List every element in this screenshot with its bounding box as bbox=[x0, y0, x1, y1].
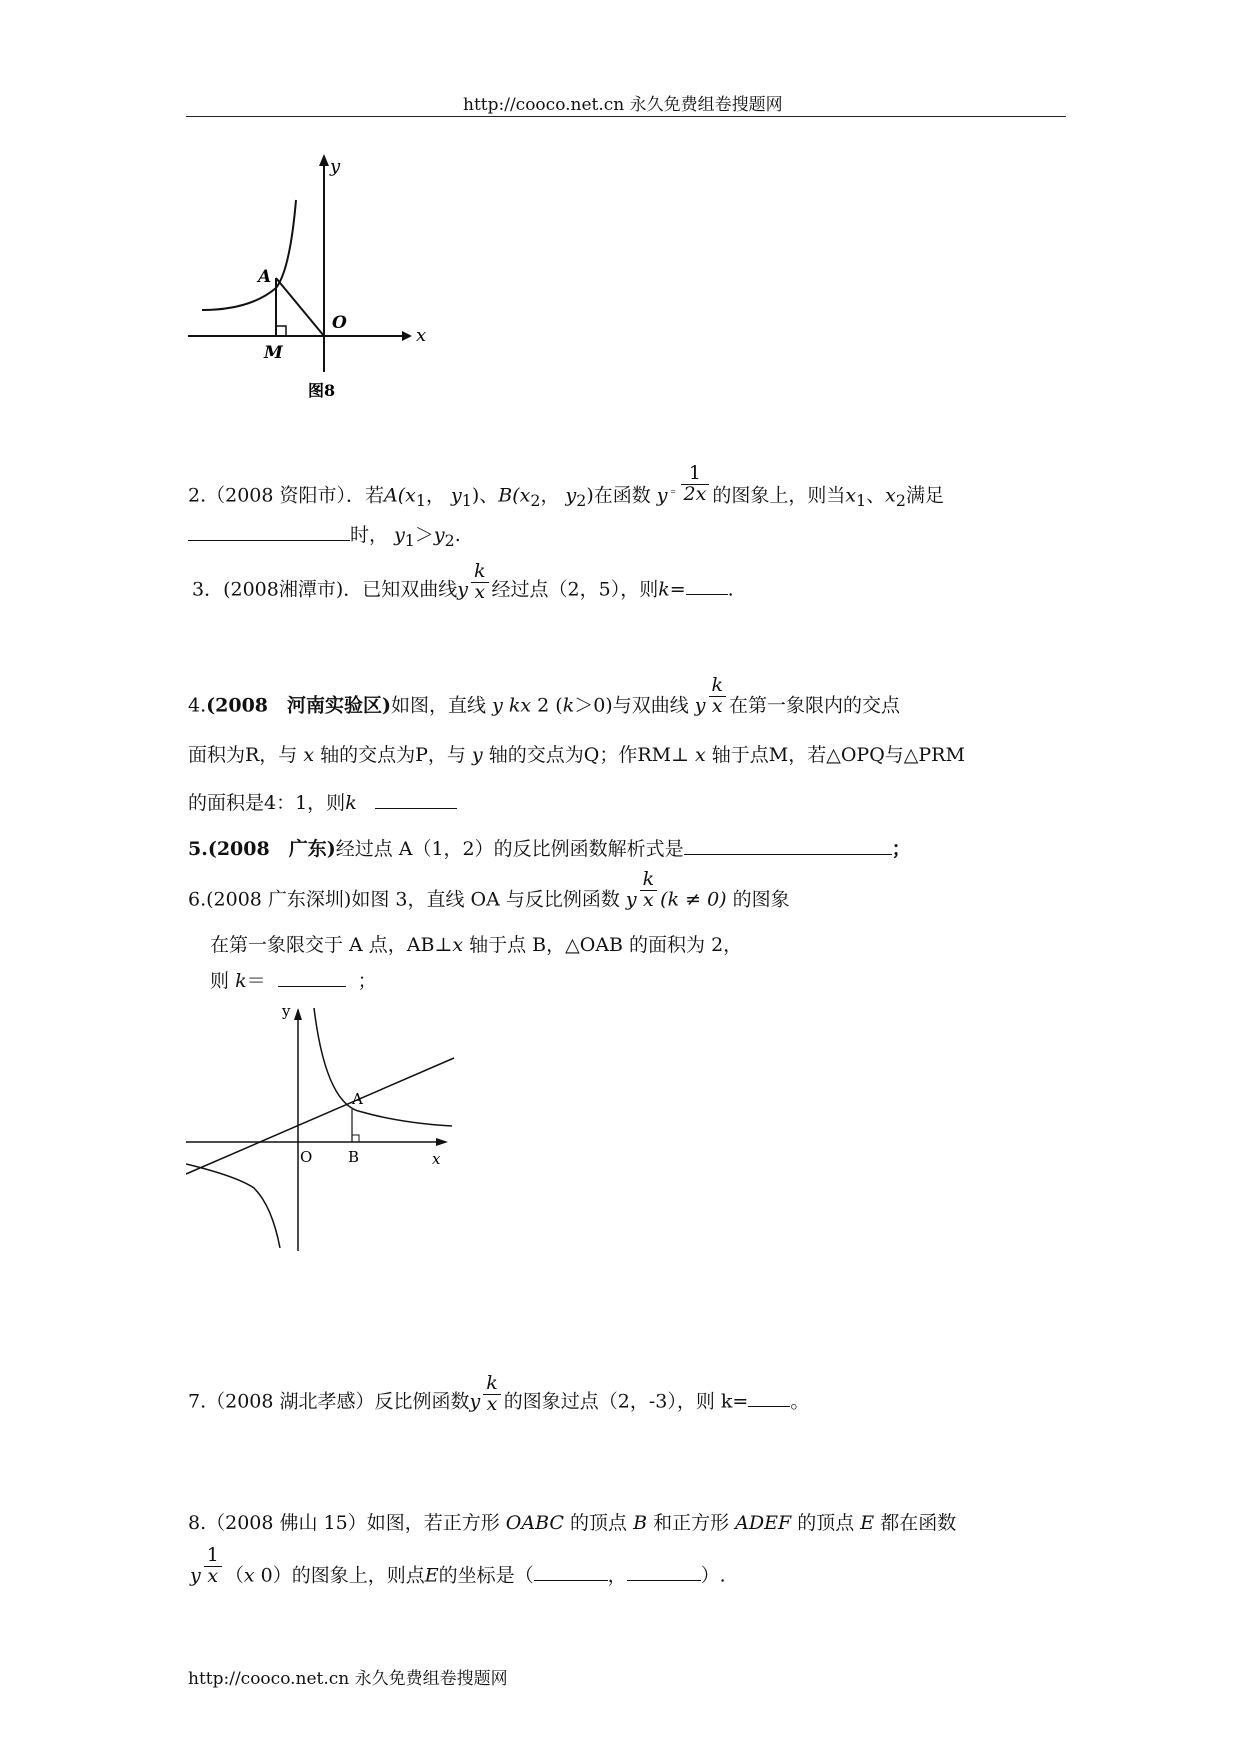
fig8-label-m: M bbox=[264, 343, 283, 363]
fig3-label-y: y bbox=[282, 1002, 291, 1020]
figure-8 bbox=[180, 150, 440, 410]
fig8-caption: 图8 bbox=[308, 381, 336, 400]
fig3-label-a: A bbox=[352, 1090, 363, 1108]
q5-answer-blank[interactable] bbox=[684, 838, 892, 855]
q2-answer-blank[interactable] bbox=[188, 524, 350, 541]
figure-3 bbox=[186, 996, 466, 1256]
question-6-line-1: 6.(2008 广东深圳)如图 3，直线 OA 与反比例函数 y $\frac{k}{x}$ (k ≠ 0) 的图象 bbox=[188, 868, 790, 911]
q7-answer-blank[interactable] bbox=[748, 1390, 790, 1407]
fig3-label-o: O bbox=[300, 1148, 313, 1166]
q8-answer-blank-x[interactable] bbox=[534, 1564, 608, 1581]
question-4-line-2: 面积为R，与 x 轴的交点为P，与 y 轴的交点为Q；作RM⊥ x 轴于点M，若△OPQ与△PRM bbox=[188, 744, 965, 766]
fig8-label-x: x bbox=[416, 325, 427, 346]
fig3-line-oa bbox=[186, 1058, 454, 1174]
header-rule bbox=[186, 116, 1066, 117]
question-3: 3．(2008湘潭市)．已知双曲线y $\frac{k}{x}$ 经过点（2，5），则k= . bbox=[192, 560, 734, 603]
q3-answer-blank[interactable] bbox=[686, 578, 728, 595]
page-header: http://cooco.net.cn 永久免费组卷搜题网 bbox=[463, 95, 783, 115]
question-7: 7.（2008 湖北孝感）反比例函数y $\frac{k}{x}$ 的图象过点（2，-3），则 k= 。 bbox=[188, 1372, 810, 1415]
question-4-line-1: 4.(2008 河南实验区)如图，直线 y kx 2 (k＞0)与双曲线 y $\frac{k}{x}$ 在第一象限内的交点 bbox=[188, 674, 901, 717]
page-footer: http://cooco.net.cn 永久免费组卷搜题网 bbox=[188, 1669, 508, 1689]
question-8-line-1: 8.（2008 佛山 15）如图，若正方形 OABC 的顶点 B 和正方形 ADEF 的顶点 E 都在函数 bbox=[188, 1512, 957, 1534]
fig8-label-o: O bbox=[332, 313, 347, 333]
fig8-right-angle bbox=[276, 326, 286, 336]
question-4-line-3: 的面积是4：1，则k bbox=[188, 792, 457, 813]
fig8-label-y: y bbox=[330, 156, 341, 177]
fig8-x-arrow bbox=[402, 331, 412, 341]
q8-answer-blank-y[interactable] bbox=[627, 1564, 701, 1581]
fig8-label-a: A bbox=[258, 267, 272, 287]
question-5: 5.(2008 广东)经过点 A（1，2）的反比例函数解析式是 ； bbox=[188, 838, 911, 860]
fig8-ao-segment bbox=[276, 278, 324, 336]
fig3-right-angle bbox=[352, 1135, 359, 1142]
q4-answer-blank[interactable] bbox=[375, 792, 457, 809]
question-8-line-2: y $\frac{1}{x}$ （x 0）的图象上，则点E的坐标是（ ， ）. bbox=[190, 1544, 726, 1587]
question-6-line-3: 则 k＝ ； bbox=[210, 970, 377, 992]
fig3-curve-q3 bbox=[186, 1164, 280, 1248]
question-2-line-1: 2.（2008 资阳市）．若$A(x_1$， $y_1$)、$B(x_2$， $y_2$)在函数 y﹦ $\frac{1}{2x}$ 的图象上，则当$x_1$、$x_2$满足 bbox=[188, 462, 944, 511]
question-2-line-2: 时， $y_1>y_2$. bbox=[188, 524, 461, 549]
question-6-line-2: 在第一象限交于 A 点，AB⊥x 轴于点 B，△OAB 的面积为 2， bbox=[210, 934, 743, 956]
fig8-y-arrow bbox=[319, 154, 329, 166]
q6-answer-blank[interactable] bbox=[278, 970, 346, 987]
fig3-curve-q1 bbox=[314, 1008, 452, 1126]
fig3-label-x: x bbox=[432, 1150, 441, 1168]
fig8-curve bbox=[202, 200, 296, 310]
fig3-label-b: B bbox=[348, 1148, 360, 1166]
